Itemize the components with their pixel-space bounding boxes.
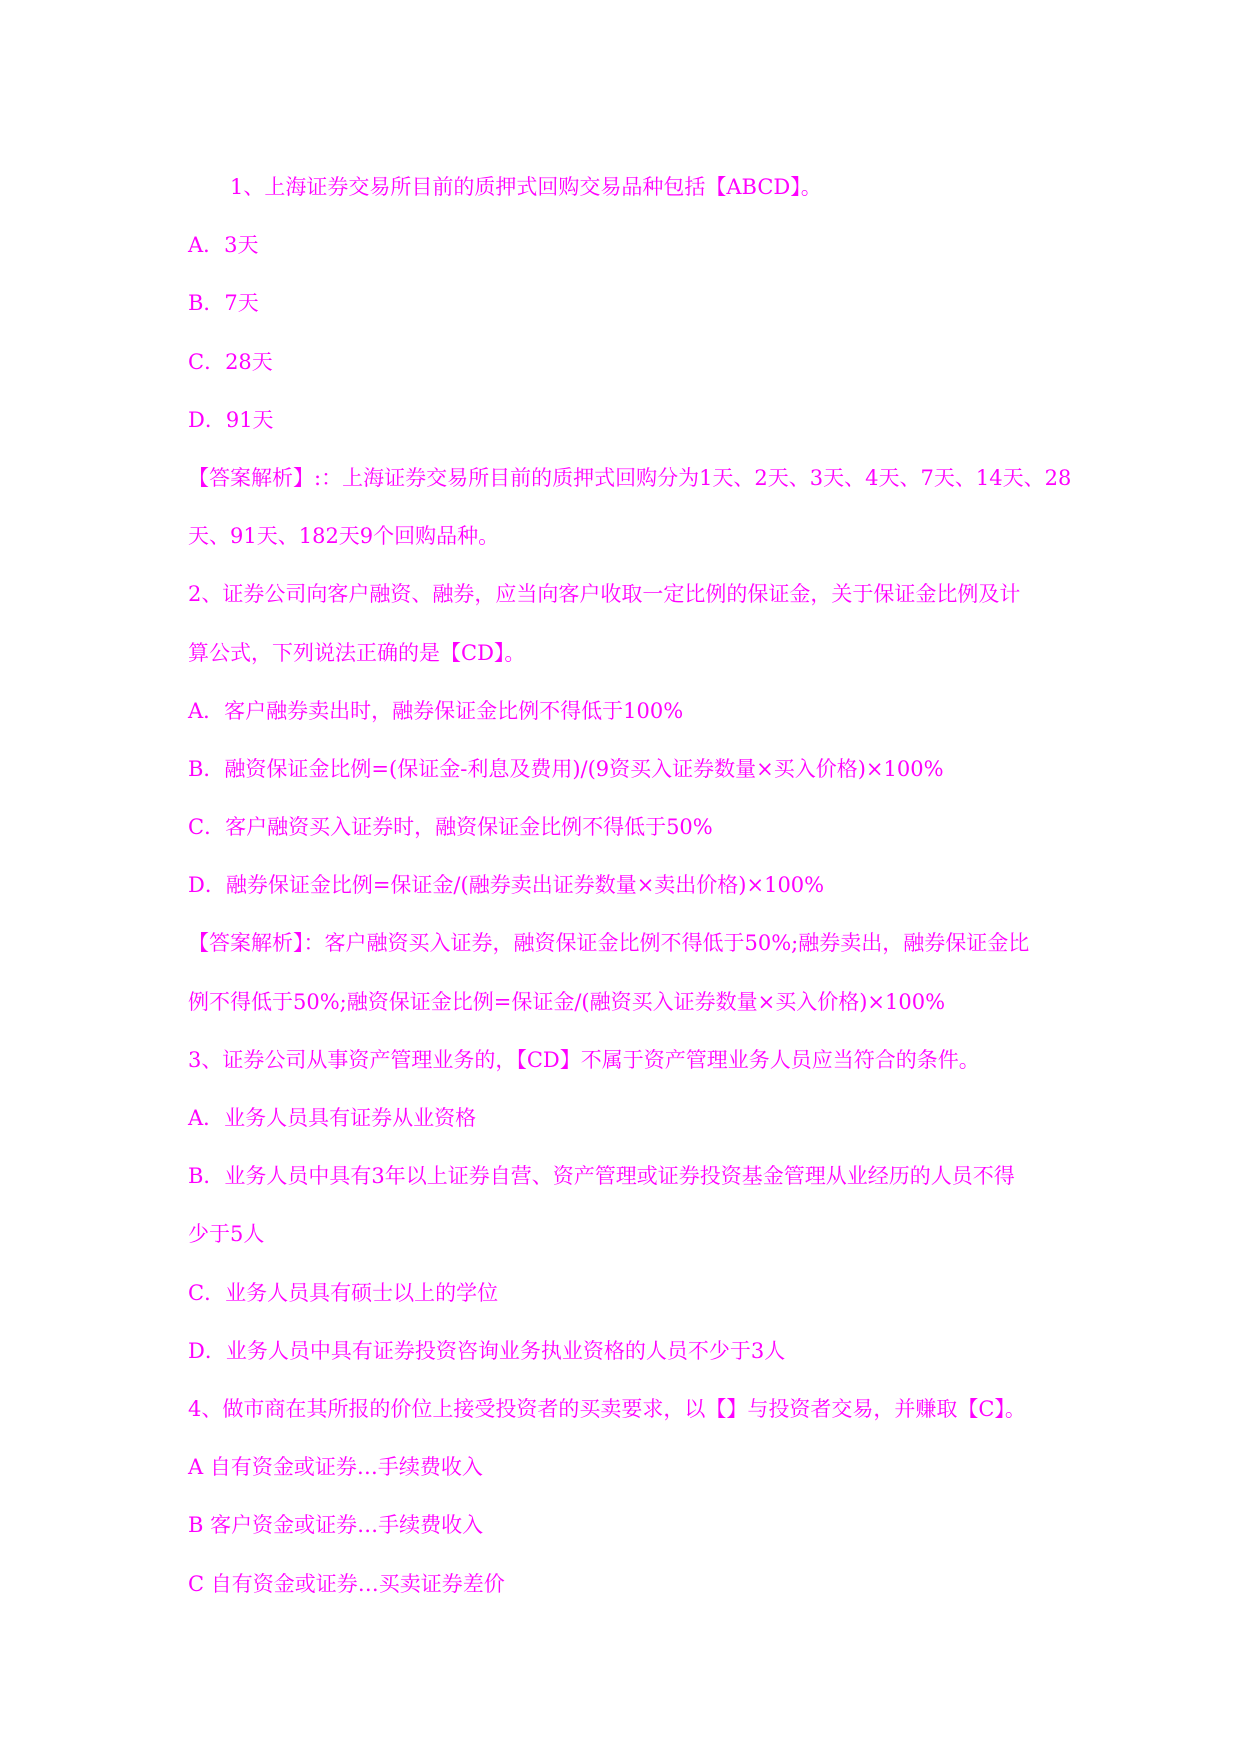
question-2-text-line-2: 算公式，下列说法正确的是【CD】。 <box>188 640 526 665</box>
question-3-option-b-line-2: 少于5人 <box>188 1222 265 1247</box>
question-4-text: 4、做市商在其所报的价位上接受投资者的买卖要求，以【】与投资者交易，并赚取【C】。 <box>188 1396 1026 1421</box>
question-1-option-a: A．3天 <box>188 233 259 258</box>
question-2-option-a: A．客户融券卖出时，融券保证金比例不得低于100% <box>188 698 684 723</box>
question-4-option-a: A 自有资金或证券…手续费收入 <box>188 1455 483 1480</box>
question-2-option-d: D．融券保证金比例=保证金/(融券卖出证券数量×卖出价格)×100% <box>188 873 825 898</box>
question-3-option-d: D．业务人员中具有证券投资咨询业务执业资格的人员不少于3人 <box>188 1338 786 1363</box>
question-1-option-d: D．91天 <box>188 407 274 432</box>
question-3-option-b-line-1: B．业务人员中具有3年以上证券自营、资产管理或证券投资基金管理从业经历的人员不得 <box>188 1164 1015 1189</box>
document-body <box>188 158 1072 1613</box>
question-1-explanation-line-1: 【答案解析】:：上海证券交易所目前的质押式回购分为1天、2天、3天、4天、7天、14天、28 <box>188 465 1072 490</box>
question-4-option-b: B 客户资金或证券…手续费收入 <box>188 1513 484 1538</box>
question-3-text: 3、证券公司从事资产管理业务的，【CD】不属于资产管理业务人员应当符合的条件。 <box>188 1047 980 1072</box>
question-1-explanation-line-2: 天、91天、182天9个回购品种。 <box>188 524 500 549</box>
question-2-explanation-line-1: 【答案解析】：客户融资买入证券，融资保证金比例不得低于50%;融券卖出，融券保证金比 <box>188 931 1030 956</box>
question-2-explanation-line-2: 例不得低于50%;融资保证金比例=保证金/(融资买入证券数量×买入价格)×100% <box>188 989 946 1014</box>
question-2-option-c: C．客户融资买入证券时，融资保证金比例不得低于50% <box>188 815 713 840</box>
question-3-option-c: C．业务人员具有硕士以上的学位 <box>188 1280 499 1305</box>
question-1-option-b: B．7天 <box>188 291 259 316</box>
question-4-option-c: C 自有资金或证券…买卖证券差价 <box>188 1571 505 1596</box>
question-1-text: 1、上海证券交易所目前的质押式回购交易品种包括【ABCD】。 <box>230 175 822 199</box>
question-2-option-b: B．融资保证金比例=(保证金-利息及费用)/(9资买入证券数量×买入价格)×100% <box>188 756 944 781</box>
question-2-text-line-1: 2、证券公司向客户融资、融券，应当向客户收取一定比例的保证金，关于保证金比例及计 <box>188 582 1021 607</box>
question-3-option-a: A．业务人员具有证券从业资格 <box>188 1106 477 1130</box>
question-1-option-c: C．28天 <box>188 349 273 374</box>
